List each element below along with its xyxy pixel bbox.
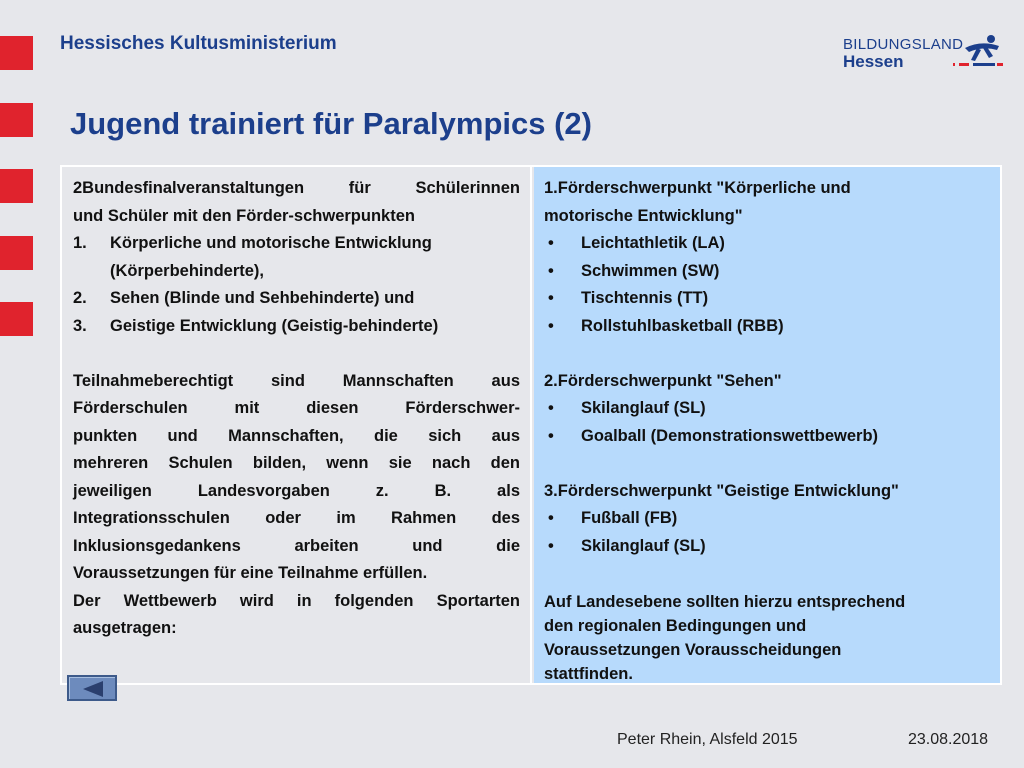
final-line: den regionalen Bedingungen und	[544, 616, 807, 635]
list-number: 3.	[73, 316, 87, 335]
group3-title: 3.Förderschwerpunkt "Geistige Entwicklung"	[544, 481, 899, 500]
list-text: Skilanglauf (SL)	[581, 399, 706, 417]
list-item	[544, 533, 990, 561]
list-number: 1.	[73, 234, 87, 252]
list-text-continued: (Körperbehinderte),	[110, 261, 265, 280]
bullet-icon: •	[548, 399, 554, 417]
list-text: Leichtathletik (LA)	[581, 234, 725, 252]
triangle-left-icon	[81, 680, 105, 698]
para1-line: punkten und Mannschaften, die sich aus	[73, 426, 520, 445]
list-number: 2.	[73, 289, 87, 307]
final-line: Voraussetzungen Vorausscheidungen	[544, 640, 842, 659]
group1-title-continued: motorische Entwicklung"	[544, 206, 743, 225]
bullet-icon: •	[548, 426, 554, 445]
decor-stripe-3	[0, 169, 33, 203]
intro-line-1: 2Bundesfinalveranstaltungen für Schülerinnen	[73, 179, 520, 197]
para1-line: jeweiligen Landesvorgaben z. B. als	[73, 481, 520, 500]
list-item	[73, 230, 520, 258]
final-line: stattfinden.	[544, 664, 633, 683]
para1-line: Teilnahmeberechtigt sind Mannschaften aus	[73, 371, 520, 390]
logo-figure-icon	[953, 34, 1003, 72]
list-text: Schwimmen (SW)	[581, 261, 720, 280]
bullet-icon: •	[548, 261, 554, 280]
para1-line: mehreren Schulen bilden, wenn sie nach den	[73, 454, 520, 472]
spacer	[544, 560, 990, 588]
ministry-name: Hessisches Kultusministerium	[60, 33, 337, 54]
bullet-icon: •	[548, 234, 554, 252]
slide-title: Jugend trainiert für Paralympics (2)	[70, 106, 592, 141]
para1-line: Förderschulen mit diesen Förderschwer-	[73, 399, 520, 417]
bullet-icon: •	[548, 289, 554, 307]
decor-stripe-1	[0, 36, 33, 70]
bullet-icon: •	[548, 316, 554, 335]
list-text: Tischtennis (TT)	[581, 289, 709, 307]
list-item	[544, 285, 990, 313]
list-text: Rollstuhlbasketball (RBB)	[581, 316, 784, 335]
list-item	[544, 395, 990, 423]
final-paragraph	[544, 590, 990, 686]
spacer	[544, 340, 990, 368]
decor-stripe-5	[0, 302, 33, 336]
decor-stripe-2	[0, 103, 33, 137]
list-text: Goalball (Demonstrationswettbewerb)	[581, 426, 879, 445]
para2-line: ausgetragen:	[73, 619, 177, 637]
list-item	[544, 230, 990, 258]
list-item	[73, 313, 520, 341]
left-cell	[62, 167, 532, 683]
list-text: Körperliche und motorische Entwicklung	[110, 234, 432, 252]
list-text: Geistige Entwicklung (Geistig-behinderte)	[110, 316, 439, 335]
logo-line1: BILDUNGSLAND	[843, 36, 964, 53]
para1-line: Integrationsschulen oder im Rahmen des	[73, 509, 520, 527]
logo-line2: Hessen	[843, 52, 904, 71]
list-item	[544, 313, 990, 341]
right-cell	[534, 167, 1000, 683]
final-line: Auf Landesebene sollten hierzu entsprechend	[544, 592, 906, 611]
list-item	[544, 258, 990, 286]
footer-date: 23.08.2018	[908, 731, 989, 748]
list-text: Skilanglauf (SL)	[581, 536, 706, 555]
bullet-icon: •	[548, 509, 554, 527]
decor-stripe-4	[0, 236, 33, 270]
group2-title: 2.Förderschwerpunkt "Sehen"	[544, 371, 782, 390]
bildungsland-logo	[843, 34, 1003, 74]
bullet-icon: •	[548, 536, 554, 555]
list-text: Fußball (FB)	[581, 509, 678, 527]
back-button[interactable]	[67, 675, 117, 701]
intro-line-2: und Schüler mit den Förder-schwerpunkten	[73, 206, 415, 225]
list-text: Sehen (Blinde und Sehbehinderte) und	[110, 289, 415, 307]
list-item	[544, 505, 990, 533]
group1-title: 1.Förderschwerpunkt "Körperliche und	[544, 179, 851, 197]
para1-line: Inklusionsgedankens arbeiten und die	[73, 536, 520, 555]
footer-author: Peter Rhein, Alsfeld 2015	[617, 731, 798, 748]
para2-line: Der Wettbewerb wird in folgenden Sportarten	[73, 591, 520, 610]
list-item	[544, 423, 990, 451]
list-item	[73, 285, 520, 313]
para1-line: Voraussetzungen für eine Teilnahme erfüllen.	[73, 564, 428, 582]
spacer	[544, 450, 990, 478]
content-table	[60, 165, 1002, 685]
spacer	[73, 340, 520, 368]
